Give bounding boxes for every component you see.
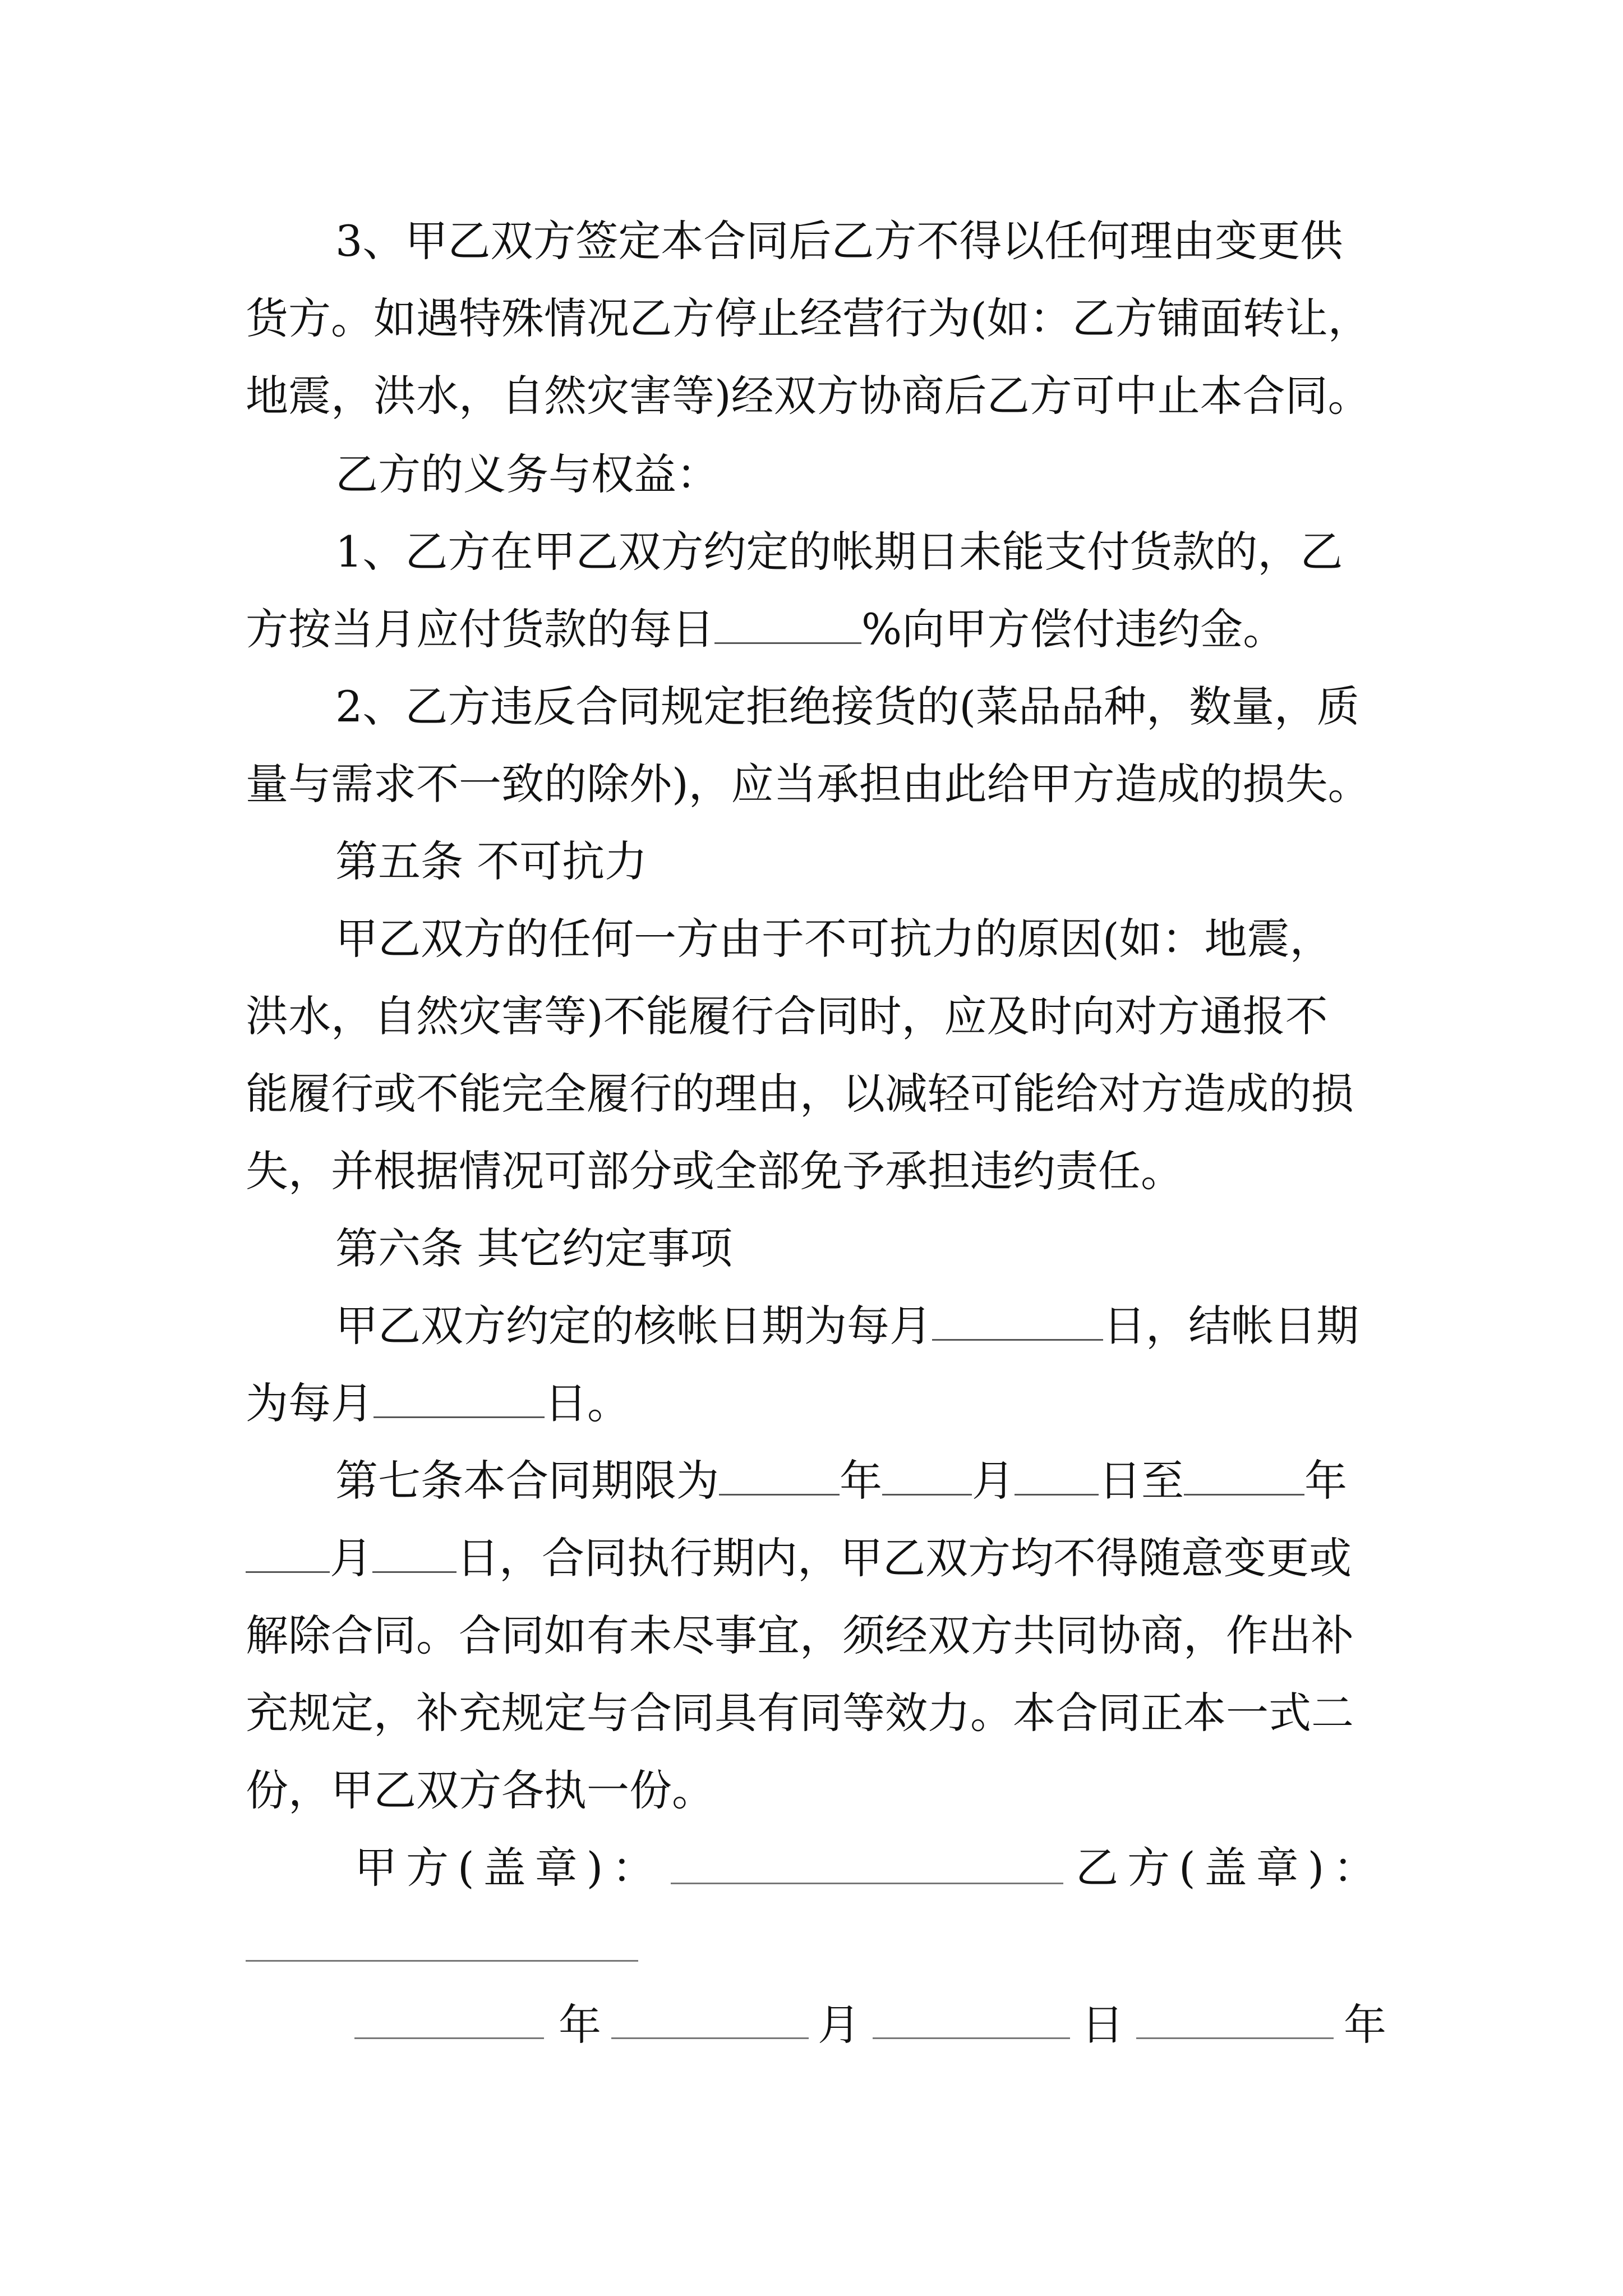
- article-6-line-2: [246, 1375, 630, 1432]
- date-c-blank: [873, 2037, 1070, 2039]
- article-6-text-c: 为每月: [246, 1378, 374, 1428]
- date-day-label: 日: [1081, 2000, 1124, 2050]
- clause-3-line-3: 地震，洪水，自然灾害等)经双方协商后乙方可中止本合同。: [246, 371, 1371, 421]
- date-a-blank: [354, 2037, 544, 2039]
- party-b-seal-label: 乙方(盖章)：: [1076, 1843, 1385, 1893]
- start-year-blank: [719, 1453, 840, 1496]
- penalty-rate-blank: [714, 602, 861, 644]
- start-day-blank: [1015, 1453, 1099, 1496]
- duty-1-line-1: 1、乙方在甲乙双方约定的帐期日未能支付货款的，乙: [335, 527, 1343, 577]
- clause-3-line-1: 3、甲乙双方签定本合同后乙方不得以任何理由变更供: [335, 216, 1343, 266]
- article-6-text-d: 日。: [545, 1378, 630, 1428]
- article-6-heading: 第六条 其它约定事项: [335, 1223, 733, 1273]
- end-year-blank: [1184, 1453, 1304, 1496]
- article-7-text-a: 第七条本合同期限为: [335, 1456, 719, 1506]
- article-7-to-label: 日至: [1099, 1456, 1184, 1506]
- article-7-text-b: 日，合同执行期内，甲乙双方均不得随意变更或: [457, 1533, 1352, 1583]
- reconcile-day-blank: [932, 1299, 1103, 1341]
- article-6-text-b: 日，结帐日期: [1103, 1301, 1359, 1351]
- duty-1-text-b: %向甲方偿付违约金。: [861, 604, 1286, 654]
- party-b-duties-heading: 乙方的义务与权益：: [335, 449, 719, 499]
- article-5-line-3: 能履行或不能完全履行的理由，以减轻可能给对方造成的损: [246, 1069, 1354, 1119]
- article-5-line-4: 失，并根据情况可部分或全部免予承担违约责任。: [246, 1146, 1183, 1196]
- article-7-month2-label: 月: [330, 1533, 372, 1583]
- duty-2-line-1: 2、乙方违反合同规定拒绝接货的(菜品品种，数量，质: [335, 682, 1360, 731]
- clause-3-line-2: 货方。如遇特殊情况乙方停止经营行为(如：乙方铺面转让，: [246, 293, 1371, 343]
- article-5-heading: 第五条 不可抗力: [335, 836, 648, 886]
- date-b-blank: [611, 2037, 809, 2039]
- article-6-line-1: [335, 1298, 1359, 1354]
- article-6-text-a: 甲乙双方约定的核帐日期为每月: [335, 1301, 932, 1351]
- duty-1-text-a: 方按当月应付货款的每日: [246, 604, 714, 654]
- party-a-signature-line: [671, 1883, 1063, 1884]
- end-month-blank: [246, 1531, 330, 1573]
- article-7-month-label: 月: [972, 1456, 1015, 1506]
- article-7-line-4: 充规定，补充规定与合同具有同等效力。本合同正本一式二: [246, 1688, 1354, 1738]
- date-year-label: 年: [559, 2000, 601, 2050]
- article-7-line-2: [246, 1530, 1352, 1586]
- duty-2-line-2: 量与需求不一致的除外)，应当承担由此给甲方造成的损失。: [246, 759, 1371, 809]
- article-5-line-1: 甲乙双方的任何一方由于不可抗力的原因(如：地震，: [335, 914, 1332, 964]
- duty-1-line-2: [246, 601, 1285, 657]
- date-d-blank: [1136, 2037, 1334, 2039]
- article-7-line-5: 份，甲乙双方各执一份。: [246, 1765, 714, 1815]
- article-7-line-1: [335, 1453, 1347, 1509]
- end-day-blank: [372, 1531, 457, 1573]
- date-month-label: 月: [818, 2000, 860, 2050]
- article-7-year-label: 年: [840, 1456, 882, 1506]
- article-7-line-3: 解除合同。合同如有未尽事宜，须经双方共同协商，作出补: [246, 1611, 1354, 1660]
- party-a-seal-label: 甲方(盖章)：: [354, 1843, 664, 1893]
- start-month-blank: [882, 1453, 972, 1496]
- date-year2-label: 年: [1344, 2000, 1386, 2050]
- article-7-year2-label: 年: [1304, 1456, 1347, 1506]
- article-5-line-2: 洪水，自然灾害等)不能履行合同时，应及时向对方通报不: [246, 991, 1328, 1041]
- settle-day-blank: [374, 1376, 545, 1418]
- party-b-signature-line: [246, 1960, 638, 1962]
